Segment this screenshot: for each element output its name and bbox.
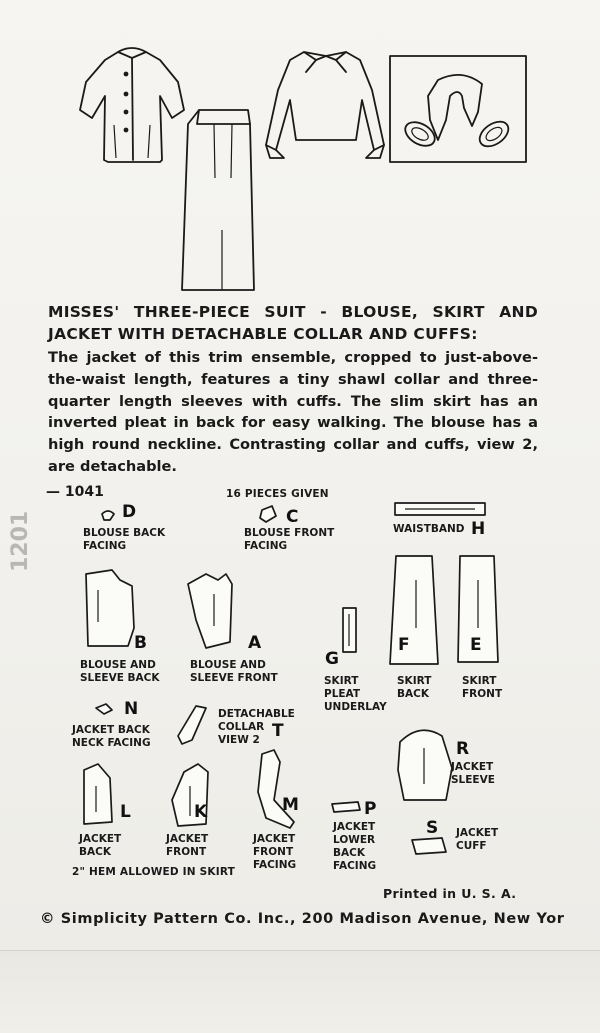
copyright-line: © Simplicity Pattern Co. Inc., 200 Madison Avenue, New Yor: [40, 911, 565, 927]
garment-sketches: [0, 0, 600, 300]
piece-m-shape: [258, 750, 294, 828]
piece-l-letter: L: [120, 802, 131, 822]
piece-p-shape: [332, 802, 360, 812]
envelope-fold: [0, 950, 600, 1033]
piece-t-shape: [178, 706, 206, 744]
piece-b-label: BLOUSE AND SLEEVE BACK: [80, 659, 160, 684]
piece-l-label: JACKET BACK: [79, 833, 122, 858]
piece-c-label: BLOUSE FRONT FACING: [244, 527, 335, 552]
piece-k-label: JACKET FRONT: [166, 833, 209, 858]
piece-n-shape: [96, 704, 112, 714]
piece-a-shape: [188, 574, 232, 648]
piece-s-shape: [412, 838, 446, 854]
piece-t-label: DETACHABLE COLLAR VIEW 2: [218, 708, 295, 746]
jacket-sketch: [266, 52, 384, 158]
piece-a-label: BLOUSE AND SLEEVE FRONT: [190, 659, 278, 684]
piece-g-letter: G: [325, 649, 339, 669]
printed-in-usa: Printed in U. S. A.: [383, 886, 517, 901]
pattern-heading: MISSES' THREE-PIECE SUIT - BLOUSE, SKIRT AND JACKET WITH DETACHABLE COLLAR AND CUFFS:: [48, 303, 538, 343]
blouse-sketch: [80, 48, 184, 162]
piece-h-letter: H: [471, 519, 486, 539]
piece-e-letter: E: [470, 635, 482, 655]
piece-g-label: SKIRT PLEAT UNDERLAY: [324, 675, 387, 713]
piece-r-label: JACKET SLEEVE: [451, 761, 495, 786]
piece-f-label: SKIRT BACK: [397, 675, 432, 700]
piece-h-label: WAISTBAND: [393, 523, 465, 535]
piece-r-letter: R: [456, 739, 470, 759]
piece-l-shape: [84, 764, 112, 824]
pieces-given: 16 PIECES GIVEN: [226, 488, 329, 500]
skirt-sketch: [182, 110, 254, 290]
piece-d-label: BLOUSE BACK FACING: [83, 527, 166, 552]
piece-k-letter: K: [194, 802, 208, 822]
piece-b-shape: [86, 570, 134, 646]
collar-cuffs-sketch: [390, 56, 526, 162]
piece-c-letter: C: [286, 507, 299, 527]
piece-r-shape: [398, 730, 452, 800]
piece-p-letter: P: [364, 799, 377, 819]
piece-p-label: JACKET LOWER BACK FACING: [333, 821, 377, 872]
piece-s-letter: S: [426, 818, 439, 838]
piece-m-label: JACKET FRONT FACING: [253, 833, 297, 871]
piece-b-letter: B: [134, 633, 147, 653]
pattern-description: The jacket of this trim ensemble, cropped to just-above-the-waist length, features a tiny shawl collar and three-quarter length sleeves with cuffs. The slim skirt has an inverted pleat in back for easy walking. The blouse has a high round neckline. Contrasting collar and cuffs, view 2, are detachable.: [48, 349, 538, 475]
piece-a-letter: A: [248, 633, 262, 653]
piece-c-shape: [260, 506, 276, 522]
stamped-number: 1201: [8, 510, 33, 572]
piece-t-letter: T: [272, 721, 284, 741]
piece-s-label: JACKET CUFF: [456, 827, 499, 852]
piece-n-letter: N: [124, 699, 139, 719]
piece-d-letter: D: [122, 502, 137, 522]
piece-d-shape: [102, 511, 114, 520]
pattern-number: — 1041: [46, 484, 104, 500]
piece-m-letter: M: [282, 795, 299, 815]
piece-e-label: SKIRT FRONT: [462, 675, 503, 700]
hem-note: 2" HEM ALLOWED IN SKIRT: [72, 866, 236, 878]
piece-f-letter: F: [398, 635, 410, 655]
piece-n-label: JACKET BACK NECK FACING: [72, 724, 151, 749]
